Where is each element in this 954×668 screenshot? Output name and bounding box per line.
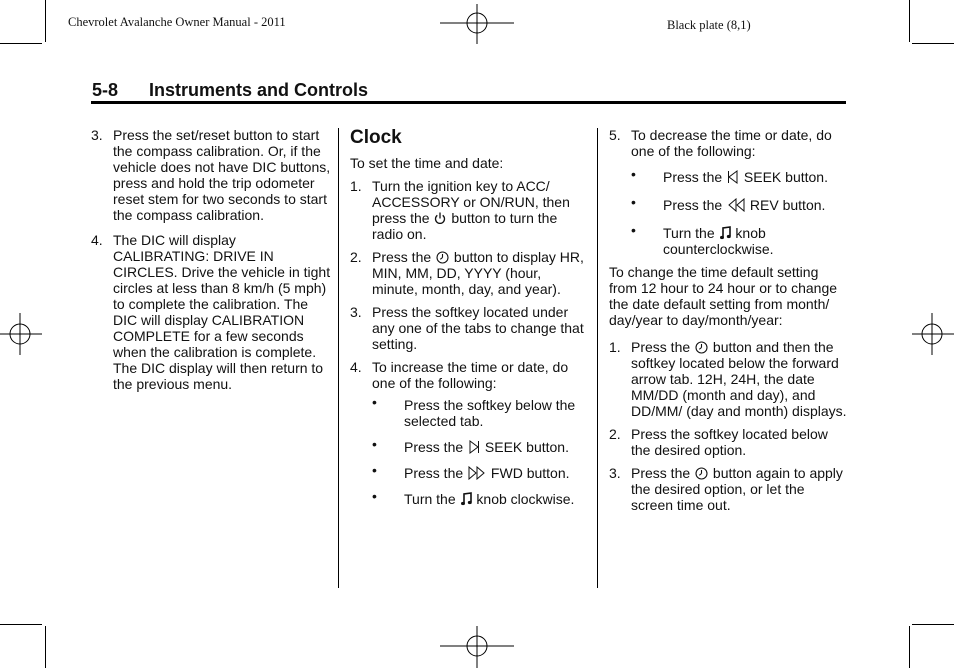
seek-back-icon: [727, 170, 739, 184]
section-number: 5-8: [92, 80, 119, 100]
item-text: Press the: [372, 249, 432, 265]
registration-mark: [440, 4, 514, 44]
seek-forward-icon: [468, 440, 480, 454]
tune-knob-icon: [461, 492, 472, 506]
crop-mark: [909, 626, 910, 668]
crop-mark: [0, 624, 42, 625]
item-text: Press the: [631, 465, 691, 481]
list-item: [91, 127, 331, 223]
rewind-icon: [727, 198, 745, 212]
item-number: 2.: [350, 249, 362, 265]
item-text: The DIC will display CALIBRATING: DRIVE IN CIRCLES. Drive the vehicle in tight circles at less than 8 km/h (5 mph) to complete the calibration. The DIC will display CALIBRATION COMPLETE for a few seconds when the calibration is complete. The DIC display will then return to the previous menu.: [113, 232, 331, 392]
list-item: [609, 339, 849, 419]
bullet-dot: •: [372, 488, 377, 504]
list-item: [350, 304, 590, 352]
column-divider: [597, 128, 598, 588]
crop-mark: [912, 624, 954, 625]
item-number: 4.: [350, 359, 362, 375]
section-title: Instruments and Controls: [149, 80, 369, 100]
item-text: To increase the time or date, do one of the following:: [372, 359, 569, 391]
bullet-text: Press the: [404, 439, 464, 455]
power-icon: [434, 212, 446, 225]
bullet-item: [372, 394, 590, 429]
bullet-item: [631, 222, 849, 257]
item-number: 3.: [350, 304, 362, 320]
intro-text: To set the time and date:: [350, 155, 504, 171]
tune-knob-icon: [720, 226, 731, 240]
column-divider: [338, 128, 339, 588]
list-item: [609, 127, 849, 159]
bullet-text: knob counterclockwise.: [663, 225, 774, 257]
bullet-item: [631, 194, 849, 213]
crop-mark: [912, 43, 954, 44]
bullet-dot: •: [631, 194, 636, 210]
crop-mark: [45, 626, 46, 668]
crop-mark: [45, 0, 46, 42]
item-text: button and then the softkey located below the forward arrow tab. 12H, 24H, the date MM/DD (month and day), and DD/MM/ (day and month) displays.: [631, 339, 847, 419]
item-number: 3.: [91, 127, 103, 143]
item-number: 2.: [609, 426, 621, 442]
list-item: [91, 232, 331, 392]
clock-heading: Clock: [350, 127, 402, 148]
manual-title: Chevrolet Avalanche Owner Manual - 2011: [68, 15, 286, 29]
item-text: Press the set/reset button to start the compass calibration. Or, if the vehicle does not have DIC buttons, press and hold the trip odometer reset stem for two seconds to start the compass calibration.: [113, 127, 331, 223]
list-item: [350, 178, 590, 242]
list-item: [350, 249, 590, 297]
item-number: 1.: [350, 178, 362, 194]
item-text: button again to apply the desired option, or let the screen time out.: [631, 465, 843, 513]
item-number: 3.: [609, 465, 621, 481]
item-number: 1.: [609, 339, 621, 355]
clock-icon: [436, 251, 449, 264]
plate-label: Black plate (8,1): [667, 18, 751, 32]
bullet-text: FWD button.: [490, 465, 570, 481]
section-rule: [91, 101, 846, 104]
bullet-dot: •: [372, 436, 377, 452]
bullet-text: Press the: [663, 197, 723, 213]
list-item: [609, 465, 849, 513]
list-item: [350, 359, 590, 391]
column-2: [350, 127, 590, 517]
bullet-dot: •: [631, 166, 636, 182]
registration-mark: [0, 313, 42, 355]
bullet-text: Turn the: [663, 225, 715, 241]
bullet-text: Press the: [404, 465, 464, 481]
bullet-dot: •: [631, 222, 636, 238]
bullet-text: knob clockwise.: [476, 491, 575, 507]
bullet-text: Press the: [663, 169, 723, 185]
bullet-item: [631, 166, 849, 185]
registration-mark: [912, 313, 954, 355]
item-text: Turn the ignition key to ACC/ ACCESSORY or ON/RUN, then press the: [372, 178, 570, 226]
bullet-text: SEEK button.: [484, 439, 569, 455]
item-text: button to turn the radio on.: [372, 210, 558, 242]
item-text: Press the softkey located below the desired option.: [631, 426, 828, 458]
fast-forward-icon: [468, 466, 486, 480]
item-number: 4.: [91, 232, 103, 248]
clock-icon: [695, 341, 708, 354]
bullet-text: Turn the: [404, 491, 456, 507]
registration-mark: [440, 626, 514, 668]
bullet-text: SEEK button.: [743, 169, 828, 185]
clock-icon: [695, 467, 708, 480]
bullet-text: Press the softkey below the selected tab.: [404, 397, 576, 429]
bullet-dot: •: [372, 462, 377, 478]
item-text: Press the: [631, 339, 691, 355]
default-setting-text: To change the time default setting from 12 hour to 24 hour or to change the date default setting from month/ day/year to day/month/year:: [609, 264, 838, 328]
item-text: button to display HR, MIN, MM, DD, YYYY (hour, minute, month, day, and year).: [372, 249, 584, 297]
bullet-item: [372, 462, 590, 481]
bullet-item: [372, 488, 590, 507]
item-text: To decrease the time or date, do one of the following:: [631, 127, 832, 159]
list-item: [609, 426, 849, 458]
bullet-dot: •: [372, 394, 377, 410]
crop-mark: [0, 43, 42, 44]
item-text: Press the softkey located under any one of the tabs to change that setting.: [372, 304, 584, 352]
column-1: [91, 127, 331, 399]
bullet-item: [372, 436, 590, 455]
column-3: [609, 127, 849, 520]
item-number: 5.: [609, 127, 621, 143]
bullet-text: REV button.: [749, 197, 826, 213]
crop-mark: [909, 0, 910, 42]
